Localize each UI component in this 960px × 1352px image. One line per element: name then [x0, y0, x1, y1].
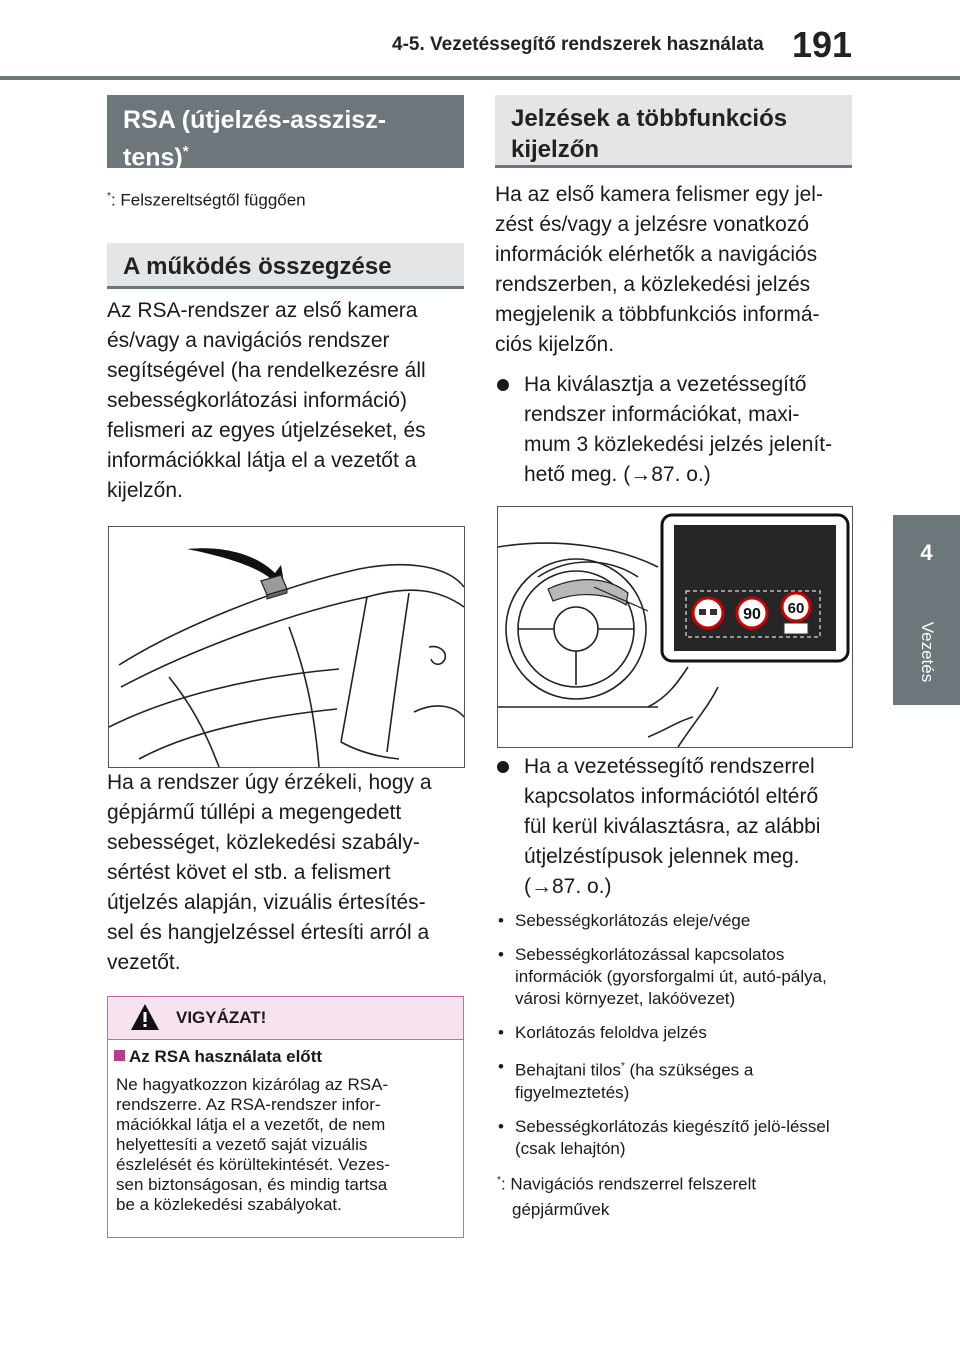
text-line: sel és hangjelzéssel értesíti arról a: [107, 921, 430, 944]
text-line: be a közlekedési szabályokat.: [116, 1195, 342, 1214]
bullet-other-tab-selected: [497, 752, 857, 902]
footnote-equipment: *: Felszereltségtől függően: [107, 190, 306, 210]
paragraph-rsa-description: [107, 296, 467, 506]
text-line: felismeri az egyes útjelzéseket, és: [107, 419, 426, 442]
list-item: • Korlátozás feloldva jelzés: [498, 1022, 848, 1044]
sign-type-list: [498, 910, 848, 1172]
text-line: mációkkal látja el a vezetőt, de nem: [116, 1115, 386, 1134]
text-line: megjelenik a többfunkciós informá-: [495, 303, 820, 326]
running-header: 4-5. Vezetéssegítő rendszerek használata: [392, 34, 764, 55]
text-line: útjelzéstípusok jelennek meg.: [524, 845, 800, 868]
page-number: 191: [792, 24, 853, 65]
caution-title: VIGYÁZAT!: [176, 1008, 267, 1027]
text-line: információk elérhetők a navigációs: [495, 243, 818, 266]
subheading-operation-summary: A működés összegzése: [107, 243, 464, 289]
text-line: információkkal látja el a vezetőt a: [107, 449, 417, 472]
text-line: Ha az első kamera felismer egy jel-: [495, 183, 823, 206]
text-line: zést és/vagy a jelzésre vonatkozó: [495, 213, 809, 236]
text-line: vezetőt.: [107, 951, 181, 974]
speed-sign-60: 60: [787, 600, 805, 617]
list-item: • Sebességkorlátozás kiegészítő jelö-léssel (csak lehajtón): [498, 1116, 848, 1160]
caution-text: [116, 1075, 456, 1215]
text-line: kijelzőn.: [107, 479, 183, 502]
figure-windshield-camera: [108, 526, 465, 768]
text-line: rendszer információkat, maxi-: [524, 403, 800, 426]
text-line: segítségével (ha rendelkezésre áll: [107, 359, 426, 382]
text-line: (→87. o.): [524, 875, 612, 898]
text-line: helyettesíti a vezető saját vizuális: [116, 1135, 368, 1154]
caution-header: [108, 997, 463, 1040]
text-line: észlelését és körültekintését. Vezes-: [116, 1155, 391, 1174]
section-heading-rsa: RSA (útjelzés-asszisz- tens)*: [107, 95, 464, 168]
warning-triangle-icon: [130, 1003, 160, 1031]
list-item: • Sebességkorlátozás eleje/vége: [498, 910, 848, 932]
chapter-number: 4: [920, 540, 933, 565]
text-line: hető meg. (→87. o.): [524, 463, 711, 486]
bullet-driving-assist-info: [497, 370, 857, 490]
text-line: gépjármű túllépi a megengedett: [107, 801, 402, 824]
speed-sign-90: 90: [743, 606, 761, 623]
text-line: Ha a rendszer úgy érzékeli, hogy a: [107, 771, 432, 794]
text-line: mum 3 közlekedési jelzés jelenít-: [524, 433, 833, 456]
text-line: sebességet, közlekedési szabály-: [107, 831, 420, 854]
text-line: sen biztonságosan, és mindig tartsa: [116, 1175, 388, 1194]
text-line: útjelzés alapján, vizuális értesítés-: [107, 891, 426, 914]
text-line: Ha kiválasztja a vezetéssegítő: [524, 373, 807, 396]
text-line: rendszerre. Az RSA-rendszer infor-: [116, 1095, 381, 1114]
text-line: sértést követ el stb. a felismert: [107, 861, 391, 884]
caution-subtitle: Az RSA használata előtt: [114, 1047, 322, 1067]
list-item: • Sebességkorlátozással kapcsolatos információk (gyorsforgalmi út, autó-pálya, városi környezet, lakóövezet): [498, 944, 848, 1010]
figure-multi-information-display: [497, 506, 853, 748]
paragraph-rsa-warning-behavior: [107, 768, 467, 978]
list-item: • Behajtani tilos* (ha szükséges a figyelmeztetés): [498, 1056, 848, 1104]
text-line: ciós kijelzőn.: [495, 333, 615, 356]
text-line: sebességkorlátozási információ): [107, 389, 407, 412]
text-line: és/vagy a navigációs rendszer: [107, 329, 390, 352]
text-line: Ha a vezetéssegítő rendszerrel: [524, 755, 815, 778]
caution-box: [107, 996, 464, 1238]
text-line: fül kerül kiválasztásra, az alábbi: [524, 815, 821, 838]
footnote-navigation: *: Navigációs rendszerrel felszerelt gépjárművek: [497, 1174, 757, 1219]
text-line: kapcsolatos információtól eltérő: [524, 785, 819, 808]
text-line: Az RSA-rendszer az első kamera: [107, 299, 418, 322]
section-heading-display-signs: Jelzések a többfunkciós kijelzőn: [495, 95, 852, 168]
chapter-label: Vezetés: [918, 621, 937, 683]
text-line: Ne hagyatkozzon kizárólag az RSA-: [116, 1075, 389, 1094]
paragraph-display-description: [495, 180, 855, 360]
header-rule: [0, 76, 960, 80]
text-line: rendszerben, a közlekedési jelzés: [495, 273, 811, 296]
